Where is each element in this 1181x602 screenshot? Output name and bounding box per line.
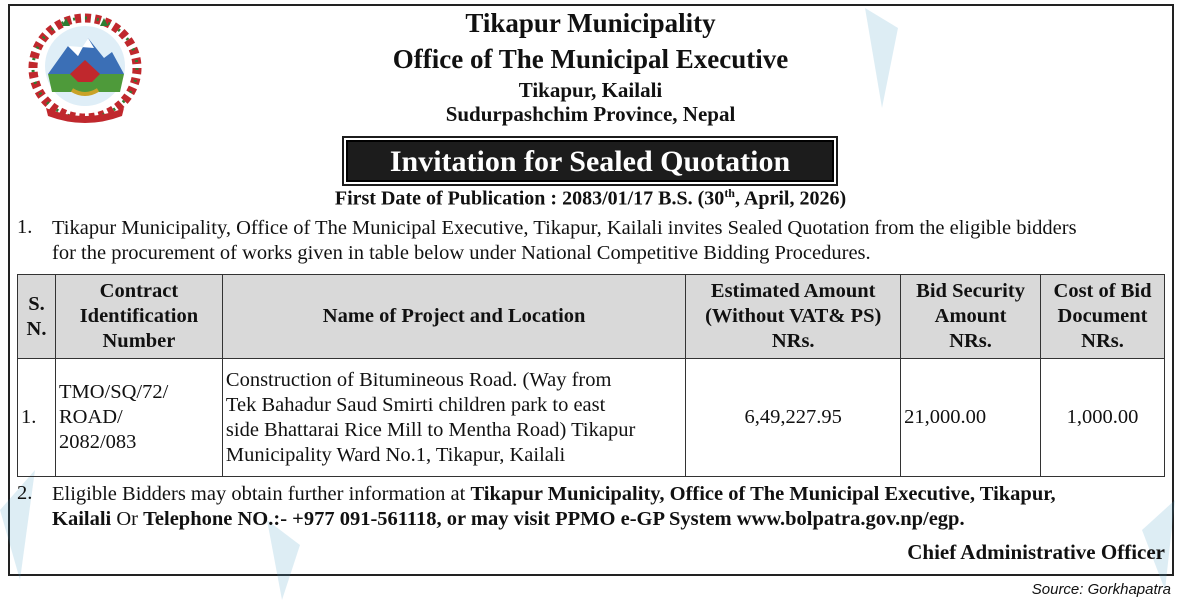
cell-contract-id xyxy=(55,359,222,477)
para1-line2: for the procurement of works given in table below under National Competitive Bidding Procedures. xyxy=(52,242,871,264)
cell-project-name-line: Municipality Ward No.1, Tikapur, Kailali xyxy=(225,443,566,466)
source-credit: Source: Gorkhapatra xyxy=(1031,581,1171,598)
header-contract-id-line: Number xyxy=(102,330,176,352)
header-bid-security xyxy=(901,275,1041,359)
publication-date xyxy=(0,186,1181,211)
header-sn-line: S. xyxy=(28,292,45,315)
cell-project-name-line: side Bhattarai Rice Mill to Mentha Road) Tikapur xyxy=(225,418,636,441)
cell-sn: 1. xyxy=(18,359,56,477)
header-bid-security-line: Amount xyxy=(934,305,1007,327)
para2-text1: Eligible Bidders may obtain further information at xyxy=(52,483,471,505)
notice-title-banner: Invitation for Sealed Quotation xyxy=(346,140,834,182)
para2-line2 xyxy=(52,507,965,532)
office-title: Tikapur Municipality xyxy=(465,8,716,38)
header-estimated-line: (Without VAT& PS) xyxy=(705,305,882,327)
para2-bold1: Tikapur Municipality, Office of The Municipal Executive, Tikapur, xyxy=(470,483,1056,505)
cell-contract-id-line: ROAD/ xyxy=(58,406,123,428)
cell-project-name-line: Construction of Bitumineous Road. (Way from xyxy=(225,368,612,391)
office-subtitle: Office of The Municipal Executive xyxy=(392,44,789,74)
watermark-shape xyxy=(262,520,302,600)
cell-contract-id-line: 2082/083 xyxy=(58,431,137,453)
para2-bold3: Telephone NO.:- +977 091-561118, or may visit PPMO e-GP System www.bolpatra.gov.np/egp. xyxy=(143,508,965,530)
signatory-title: Chief Administrative Officer xyxy=(907,540,1165,564)
header-sn-line: N. xyxy=(26,317,47,340)
para2-bold2: Kailali xyxy=(52,508,112,530)
header-contract-id-line: Identification xyxy=(79,305,199,327)
header-estimated-line: Estimated Amount xyxy=(710,280,876,302)
table-row xyxy=(18,359,1165,477)
cell-project-name xyxy=(222,359,685,477)
header-project-name: Name of Project and Location xyxy=(222,275,685,359)
header-cost-line: NRs. xyxy=(1081,330,1124,352)
cell-bid-security: 21,000.00 xyxy=(901,359,1041,477)
header-contract-id-line: Contract xyxy=(99,280,179,302)
header-cost-line: Cost of Bid xyxy=(1053,280,1152,302)
header-cost-line: Document xyxy=(1057,305,1148,327)
publication-date-suffix: , April, 2026) xyxy=(734,187,847,210)
cell-contract-id-line: TMO/SQ/72/ xyxy=(58,381,169,403)
para2-number: 2. xyxy=(17,482,33,504)
header-estimated-amount xyxy=(686,275,901,359)
header-bid-security-line: Bid Security xyxy=(916,280,1025,302)
cell-estimated-amount: 6,49,227.95 xyxy=(686,359,901,477)
office-province: Sudurpashchim Province, Nepal xyxy=(445,102,736,126)
header-contract-id xyxy=(55,275,222,359)
para1-line1: Tikapur Municipality, Office of The Municipal Executive, Tikapur, Kailali invites Sealed Quotation from the eligible bidders xyxy=(52,217,1077,239)
para1-number: 1. xyxy=(17,216,33,238)
header-bid-security-line: NRs. xyxy=(949,330,992,352)
tender-table xyxy=(17,274,1165,477)
para2-text2: Or xyxy=(111,508,144,530)
cell-bid-document-cost: 1,000.00 xyxy=(1041,359,1165,477)
header-estimated-line: NRs. xyxy=(771,330,815,352)
header-bid-document-cost xyxy=(1041,275,1165,359)
cell-project-name-line: Tek Bahadur Saud Smirti children park to east xyxy=(225,393,606,416)
table-header-row xyxy=(18,275,1165,359)
office-location: Tikapur, Kailali xyxy=(518,78,663,102)
publication-date-prefix: First Date of Publication : 2083/01/17 B.S. (30 xyxy=(334,187,725,210)
header-sn xyxy=(18,275,56,359)
publication-date-superscript: th xyxy=(724,186,735,200)
para2-line1 xyxy=(52,482,1056,507)
